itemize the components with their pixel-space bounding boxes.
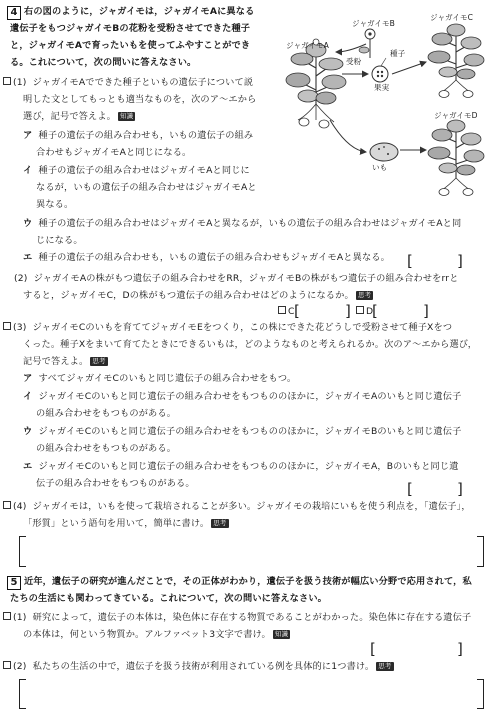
seed-pointer	[381, 58, 386, 66]
fruit-with-seeds	[372, 66, 388, 82]
q4-s3-answer-bracket-left: [	[407, 480, 413, 498]
q4-s1-answer-bracket-right: ]	[457, 252, 463, 270]
label-potato-c: ジャガイモC	[430, 13, 473, 22]
label-potato-b: ジャガイモB	[352, 19, 395, 28]
q4-s3-line-1: (3) ジャガイモCのいもを育ててジャガイモEをつくり，この株にできた花どうしで受粉させて種子Xをつ	[3, 320, 452, 336]
q4-intro-line-3: と，ジャガイモAで育ったいもを使ってふやすことができ	[10, 40, 251, 51]
q4-s3-option-i: イ ジャガイモCのいもと同じ遺伝子の組み合わせをもつもののほかに，ジャガイモAのいもと同じ遺伝子	[23, 391, 462, 402]
thinking-tag: 思考	[378, 662, 392, 670]
arrow-fruit-to-c	[392, 62, 426, 74]
q4-intro-line-2: 遺伝子をもつジャガイモBの花粉を受粉させてできた種子	[10, 23, 251, 34]
label-potato-d: ジャガイモD	[434, 111, 478, 120]
checkbox-q5-2[interactable]	[3, 661, 11, 669]
q5-s1-line-2: の本体は，何という物質か。アルファベット3文字で書け。 知識	[23, 629, 289, 640]
q4-s2-line-2: すると，ジャガイモC，Dの株がもつ遺伝子の組み合わせはどのようになるか。 思考	[23, 290, 372, 301]
q5-s2-answer-bracket-left	[19, 679, 26, 709]
thinking-tag: 思考	[92, 357, 106, 365]
q4-s2-line-1: (2) ジャガイモAの株がもつ遺伝子の組み合わせをRR，ジャガイモBの株がもつ遺伝子の組み合わせをrrと	[14, 273, 459, 284]
label-pollination: 受粉	[346, 57, 362, 66]
q5-s1-line-1: (1) 研究によって，遺伝子の本体は，染色体に存在する物質であることがわかった。染色体に存在する遺伝子	[3, 610, 471, 626]
q5-s2-answer-bracket-right	[477, 679, 484, 709]
q4-s2-d-answer-box[interactable]	[380, 305, 420, 319]
q4-s2-c-answer-box[interactable]	[302, 305, 342, 319]
checkbox-q4-1[interactable]	[3, 77, 11, 85]
q4-s4-answer-bracket-left	[19, 536, 26, 567]
q4-s1-answer-box[interactable]	[418, 255, 454, 269]
q4-s2-d-bracket-left: [	[372, 302, 378, 320]
q4-s3-option-u-cont: の組み合わせをもつものがある。	[36, 443, 177, 454]
q4-s3-option-e-cont: 伝子の組み合わせをもつものがある。	[36, 478, 195, 489]
q4-s2-answer-c: C	[278, 304, 295, 320]
q5-s2-line-1: (2) 私たちの生活の中で，遺伝子を扱う技術が利用されている例を具体的に1つ書け。 思考	[3, 659, 394, 675]
q5-s1-answer-box[interactable]	[380, 643, 454, 657]
checkbox-q4-2c[interactable]	[278, 306, 286, 314]
thinking-tag: 思考	[357, 291, 372, 299]
q4-intro-line-1: 右の図のように，ジャガイモは，ジャガイモAに異なる	[24, 6, 255, 17]
q4-s1-option-i-cont-2: 異なる。	[36, 199, 74, 210]
q4-s1-option-i-cont-1: なるが，いもの遺伝子の組み合わせはジャガイモAと	[36, 182, 257, 193]
q4-s2-d-bracket-right: ]	[423, 302, 429, 320]
q4-s4-line-1: (4) ジャガイモは，いもを使って栽培されることが多い。ジャガイモの栽培にいもを使う利点を，「遺伝子」，	[3, 499, 471, 515]
q4-s3-option-i-cont: の組み合わせをもつものがある。	[36, 408, 177, 419]
q4-s3-option-e: エ ジャガイモCのいもと同じ遺伝子の組み合わせをもつもののほかに，ジャガイモA，Bのいもと同じ遺	[23, 461, 459, 472]
q4-s1-option-a-cont: 合わせもジャガイモAと同じになる。	[36, 147, 192, 158]
checkbox-q4-4[interactable]	[3, 501, 11, 509]
q4-s3-line-2: くった。種子Xをまいて育てたときにできるいもは，どのようなものと考えられるか。次のア～エから選び，	[23, 339, 478, 350]
arrow-a-to-tuber	[330, 120, 366, 152]
q5-intro-line-2: たちの生活にも関わってきている。これについて，次の問いに答えなさい。	[10, 593, 328, 604]
label-tuber: いも	[372, 163, 388, 172]
q5-s1-answer-bracket-right: ]	[457, 640, 463, 658]
thinking-tag: 思考	[213, 519, 227, 527]
q4-s3-line-3: 記号で答えよ。 思考	[23, 356, 106, 367]
checkbox-q4-3[interactable]	[3, 322, 11, 330]
q4-s1-option-u: ウ 種子の遺伝子の組み合わせはジャガイモAと異なるが，いもの遺伝子の組み合わせはジャガイモAと同	[23, 218, 462, 229]
q4-intro-line-4: る。これについて，次の問いに答えなさい。	[10, 57, 197, 68]
q4-s3-answer-bracket-right: ]	[457, 480, 463, 498]
question-4-number: 4	[7, 6, 21, 20]
knowledge-tag: 知識	[120, 112, 134, 120]
checkbox-q5-1[interactable]	[3, 612, 11, 620]
q4-s1-answer-bracket-left: [	[407, 252, 413, 270]
q5-s1-answer-bracket-left: [	[370, 640, 376, 658]
q4-s4-line-2: 「形質」という語句を用いて，簡単に書け。 思考	[23, 518, 227, 529]
q4-s1-line-1: (1) ジャガイモAでできた種子といもの遺伝子について説	[3, 75, 253, 91]
q5-intro-line-1: 近年，遺伝子の研究が進んだことで，その正体がわかり，遺伝子を扱う技術が幅広い分野で応用されて，私	[24, 576, 472, 587]
q4-s4-answer-area[interactable]	[27, 537, 477, 565]
q4-s1-option-i: イ 種子の遺伝子の組み合わせはジャガイモAと同じに	[23, 165, 250, 176]
question-5-number: 5	[7, 576, 21, 590]
potato-plant-d	[428, 120, 484, 196]
q4-s2-answer-d: D	[356, 304, 373, 320]
q4-s1-num: (1)	[13, 77, 27, 88]
flower-b	[359, 29, 375, 58]
q5-s2-answer-area[interactable]	[27, 680, 477, 707]
q4-s2-c-bracket-right: ]	[345, 302, 351, 320]
label-fruit: 果実	[374, 83, 390, 92]
q4-s1-line-2: 明した文としてもっとも適当なものを，次のア～エから	[23, 94, 257, 105]
q4-s3-option-u: ウ ジャガイモCのいもと同じ遺伝子の組み合わせをもつもののほかに，ジャガイモBのいもと同じ遺伝子	[23, 426, 462, 437]
q4-s3-answer-box[interactable]	[418, 483, 454, 497]
knowledge-tag: 知識	[274, 630, 289, 638]
q4-s1-option-a: ア 種子の遺伝子の組み合わせも，いもの遺伝子の組み	[23, 130, 254, 141]
label-potato-a: ジャガイモA	[286, 41, 329, 50]
q4-s3-option-a: ア すべてジャガイモCのいもと同じ遺伝子の組み合わせをもつ。	[23, 373, 297, 384]
potato-plant-c	[428, 24, 484, 98]
label-seed: 種子	[390, 49, 406, 58]
q4-s1-option-e: エ 種子の遺伝子の組み合わせも，いもの遺伝子の組み合わせもジャガイモAと異なる。	[23, 252, 390, 263]
q4-s1-option-u-cont: じになる。	[36, 235, 83, 246]
q4-s2-c-bracket-left: [	[294, 302, 300, 320]
q4-s4-answer-bracket-right	[477, 536, 484, 567]
tuber-icon	[370, 143, 398, 161]
q4-s1-line-3: 選び，記号で答えよ。 知識	[23, 111, 134, 122]
checkbox-q4-2d[interactable]	[356, 306, 364, 314]
